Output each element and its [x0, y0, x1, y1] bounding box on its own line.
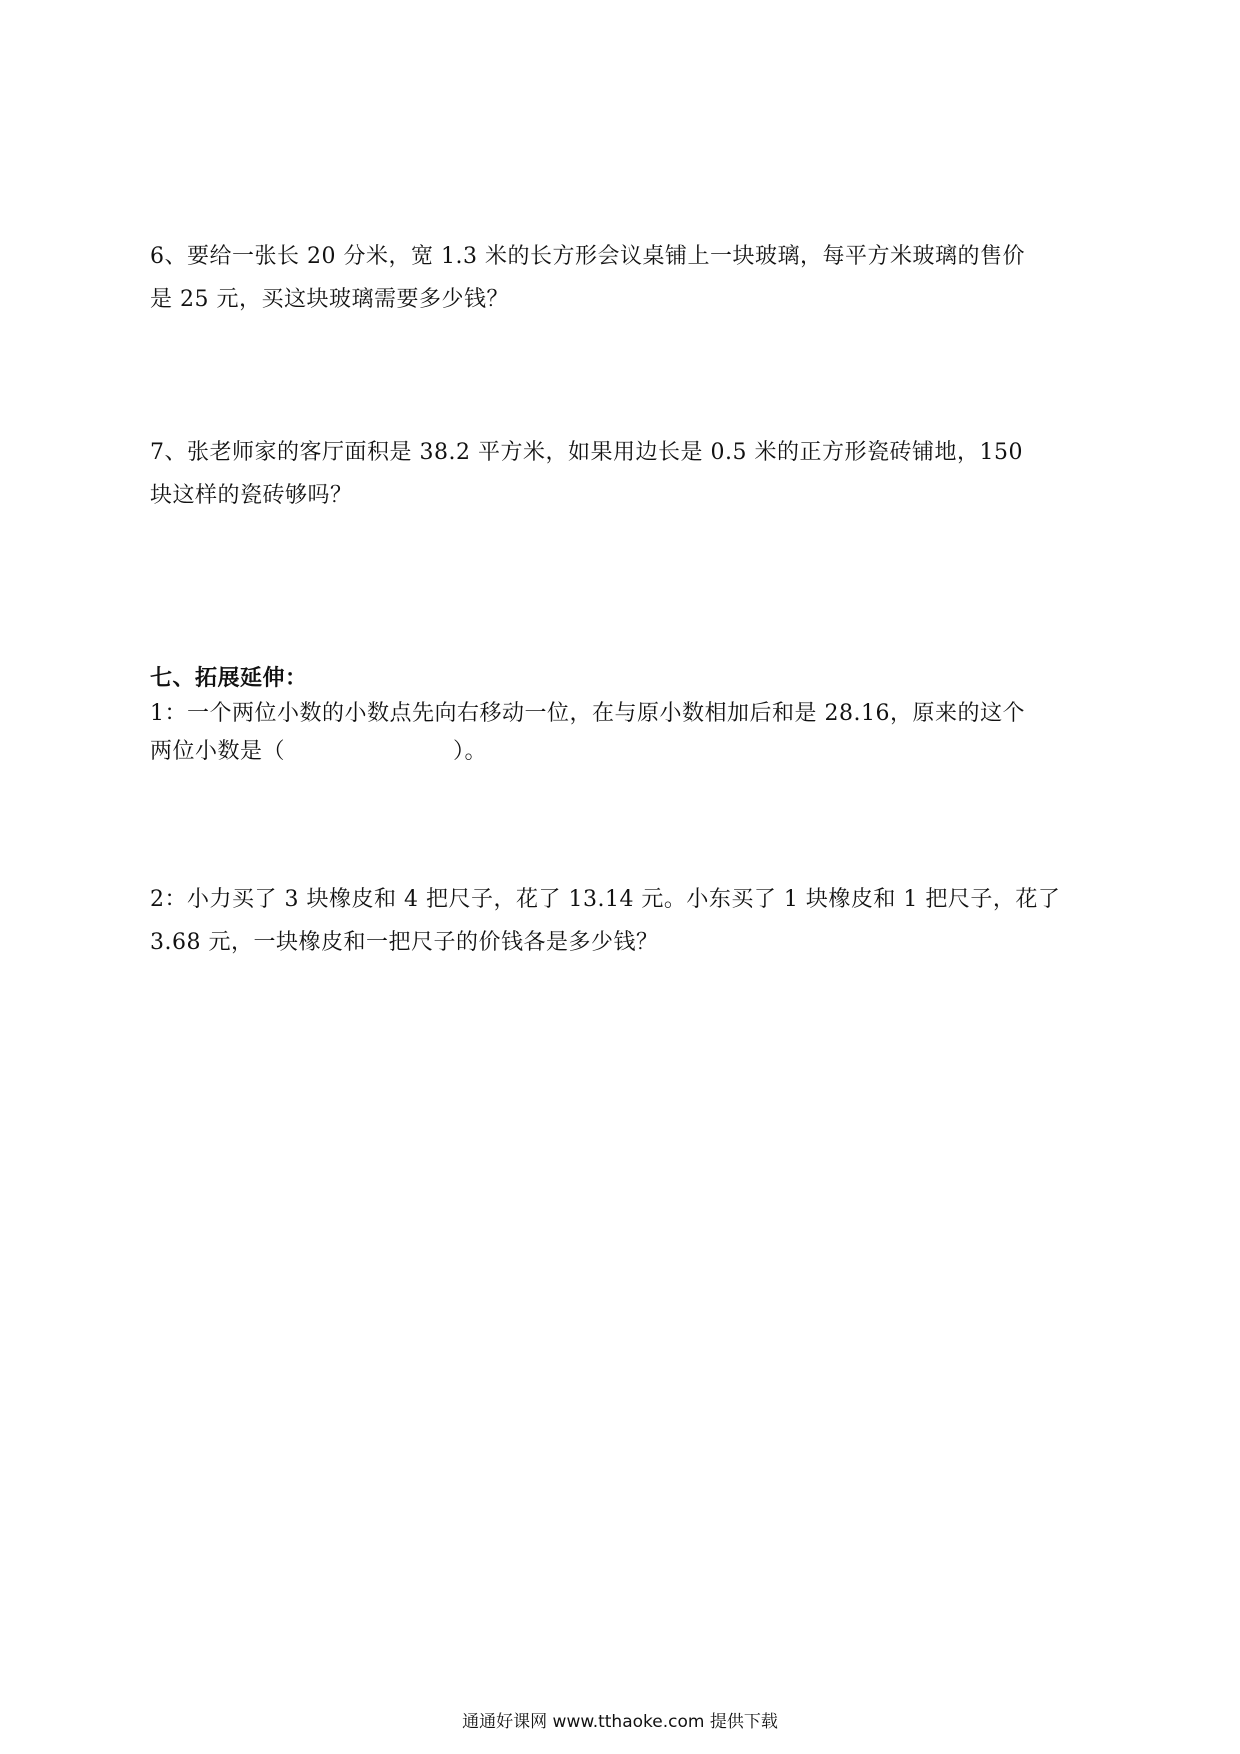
- question-6-line-1: 6、要给一张长 20 分米，宽 1.3 米的长方形会议桌铺上一块玻璃，每平方米玻璃的售价: [150, 244, 1025, 269]
- extension-1-suffix: ）。: [453, 739, 488, 764]
- section-7-heading: 七、拓展延伸：: [150, 665, 308, 691]
- extension-2-line-1: 2：小力买了 3 块橡皮和 4 把尺子，花了 13.14 元。小东买了 1 块橡皮和 1 把尺子，花了: [150, 887, 1061, 912]
- extension-1-prefix: 两位小数是（: [150, 739, 286, 764]
- extension-1-line-1: 1：一个两位小数的小数点先向右移动一位，在与原小数相加后和是 28.16，原来的这个: [150, 701, 1025, 726]
- footer-credit: 通通好课网 www.tthaoke.com 提供下载: [462, 1712, 778, 1732]
- extension-1-line-2: [150, 737, 487, 767]
- question-6-line-2: 是 25 元，买这块玻璃需要多少钱？: [150, 287, 509, 312]
- question-7-line-2: 块这样的瓷砖够吗？: [150, 483, 353, 508]
- extension-2-line-2: 3.68 元，一块橡皮和一把尺子的价钱各是多少钱？: [150, 930, 659, 955]
- question-7-line-1: 7、张老师家的客厅面积是 38.2 平方米，如果用边长是 0.5 米的正方形瓷砖铺地，150: [150, 440, 1023, 465]
